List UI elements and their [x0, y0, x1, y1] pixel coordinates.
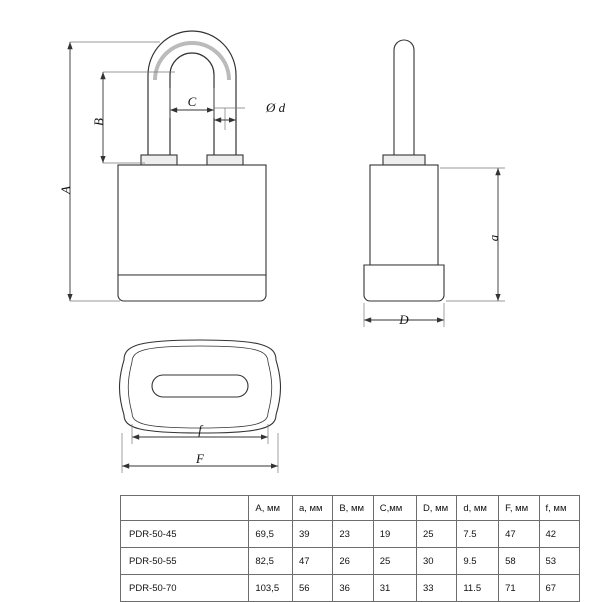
label-a: a	[486, 234, 501, 242]
cell-A: 69,5	[249, 521, 293, 548]
bottom-view-body	[120, 340, 281, 433]
cell-A: 103,5	[249, 575, 293, 602]
header-D: D, мм	[416, 496, 456, 521]
table-row	[121, 575, 580, 602]
cell-a: 47	[292, 548, 332, 575]
cell-C: 19	[373, 521, 416, 548]
dimension-B	[103, 72, 175, 163]
header-a: a, мм	[292, 496, 332, 521]
label-f: f	[198, 422, 202, 437]
header-d: d, мм	[457, 496, 499, 521]
label-D: D	[399, 312, 409, 327]
header-F: F, мм	[499, 496, 539, 521]
cell-d: 11.5	[457, 575, 499, 602]
label-B: B	[91, 118, 106, 126]
header-model	[121, 496, 249, 521]
cell-B: 36	[333, 575, 373, 602]
cell-C: 25	[373, 548, 416, 575]
cell-F: 58	[499, 548, 539, 575]
header-B: B, мм	[333, 496, 373, 521]
dimension-d	[214, 108, 245, 130]
cell-f: 53	[539, 548, 579, 575]
cell-A: 82,5	[249, 548, 293, 575]
dimension-a	[440, 168, 505, 301]
table-row	[121, 521, 580, 548]
cell-model: PDR-50-55	[121, 548, 249, 575]
cell-C: 31	[373, 575, 416, 602]
cell-d: 9.5	[457, 548, 499, 575]
header-f: f, мм	[539, 496, 579, 521]
label-F: F	[196, 451, 204, 466]
table-row	[121, 548, 580, 575]
cell-model: PDR-50-45	[121, 521, 249, 548]
cell-B: 26	[333, 548, 373, 575]
header-C: C,мм	[373, 496, 416, 521]
cell-B: 23	[333, 521, 373, 548]
cell-D: 30	[416, 548, 456, 575]
cell-F: 71	[499, 575, 539, 602]
cell-f: 67	[539, 575, 579, 602]
cell-f: 42	[539, 521, 579, 548]
label-d: Ø d	[266, 100, 286, 115]
cell-model: PDR-50-70	[121, 575, 249, 602]
cell-a: 56	[292, 575, 332, 602]
table-header-row	[121, 496, 580, 521]
specification-table	[120, 495, 580, 602]
cell-F: 47	[499, 521, 539, 548]
cell-D: 25	[416, 521, 456, 548]
cell-D: 33	[416, 575, 456, 602]
header-A: A, мм	[249, 496, 293, 521]
side-view-body	[364, 40, 444, 301]
cell-a: 39	[292, 521, 332, 548]
label-C: C	[187, 94, 197, 109]
cell-d: 7.5	[457, 521, 499, 548]
label-A: A	[58, 186, 73, 194]
front-view-body	[118, 31, 266, 301]
